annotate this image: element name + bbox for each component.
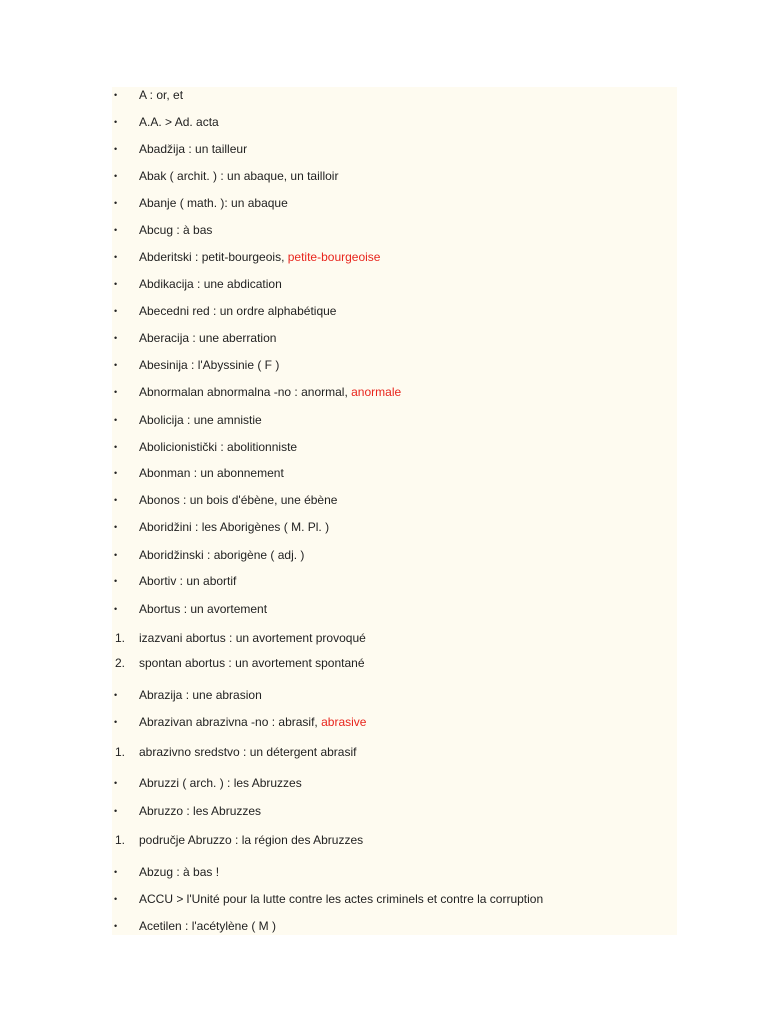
list-item bbox=[112, 463, 677, 483]
entry-main-text: Abesinija : l'Abyssinie ( F ) bbox=[139, 358, 280, 372]
list-item bbox=[112, 599, 677, 619]
bullet-marker: • bbox=[114, 778, 118, 788]
bullet-marker: • bbox=[114, 117, 118, 127]
entry-text bbox=[139, 220, 212, 240]
entry-main-text: Acetilen : l'acétylène ( M ) bbox=[139, 919, 277, 933]
list-item bbox=[112, 916, 677, 936]
bullet-marker: • bbox=[114, 90, 118, 100]
list-item bbox=[112, 685, 677, 705]
bullet-marker: • bbox=[114, 806, 118, 816]
bullet-marker: • bbox=[114, 198, 118, 208]
bullet-marker: • bbox=[114, 522, 118, 532]
entry-text bbox=[139, 382, 401, 402]
entry-main-text: Abruzzi ( arch. ) : les Abruzzes bbox=[139, 776, 302, 790]
entry-text bbox=[139, 247, 380, 267]
entry-main-text: Abdikacija : une abdication bbox=[139, 277, 282, 291]
feminine-form: anormale bbox=[351, 385, 402, 399]
entry-text bbox=[139, 437, 297, 457]
entry-text bbox=[139, 274, 282, 294]
entry-text bbox=[139, 773, 302, 793]
bullet-marker: • bbox=[114, 225, 118, 235]
entry-main-text: Abderitski : petit-bourgeois, bbox=[139, 250, 288, 264]
list-item bbox=[112, 437, 677, 457]
entry-main-text: Abrazivan abrazivna -no : abrasif, bbox=[139, 715, 322, 729]
entry-text bbox=[139, 545, 304, 565]
list-item bbox=[112, 247, 677, 267]
bullet-marker: • bbox=[114, 576, 118, 586]
entry-main-text: Abolicionistički : abolitionniste bbox=[139, 440, 298, 454]
entry-main-text: Aboridžinski : aborigène ( adj. ) bbox=[139, 548, 305, 562]
entry-main-text: abrazivno sredstvo : un détergent abrasif bbox=[139, 745, 357, 759]
list-item bbox=[112, 301, 677, 321]
list-item bbox=[112, 545, 677, 565]
bullet-marker: • bbox=[114, 717, 118, 727]
list-item bbox=[112, 862, 677, 882]
feminine-form: abrasive bbox=[321, 715, 367, 729]
bullet-marker: • bbox=[114, 360, 118, 370]
entry-main-text: Abolicija : une amnistie bbox=[139, 413, 262, 427]
entry-main-text: Abanje ( math. ): un abaque bbox=[139, 196, 288, 210]
entry-text bbox=[139, 85, 183, 105]
entry-main-text: Abecedni red : un ordre alphabétique bbox=[139, 304, 337, 318]
entry-main-text: Abcug : à bas bbox=[139, 223, 213, 237]
entry-text bbox=[139, 139, 247, 159]
entry-text bbox=[139, 112, 219, 132]
bullet-marker: • bbox=[114, 604, 118, 614]
entry-main-text: Abrazija : une abrasion bbox=[139, 688, 262, 702]
entry-main-text: A : or, et bbox=[139, 88, 184, 102]
bullet-marker: • bbox=[114, 921, 118, 931]
bullet-marker: • bbox=[114, 252, 118, 262]
entry-text bbox=[139, 301, 336, 321]
list-item bbox=[112, 166, 677, 186]
entry-text bbox=[139, 862, 219, 882]
list-item bbox=[112, 85, 677, 105]
entry-text bbox=[139, 193, 288, 213]
list-item bbox=[112, 274, 677, 294]
entry-text bbox=[139, 628, 366, 648]
entry-text bbox=[139, 571, 236, 591]
bullet-marker: • bbox=[114, 306, 118, 316]
entry-text bbox=[139, 410, 262, 430]
list-item bbox=[112, 220, 677, 240]
entry-text bbox=[139, 517, 329, 537]
list-item bbox=[112, 773, 677, 793]
bullet-marker: • bbox=[114, 468, 118, 478]
entry-text bbox=[139, 166, 338, 186]
entry-main-text: A.A. > Ad. acta bbox=[139, 115, 219, 129]
entry-text bbox=[139, 916, 276, 936]
list-item bbox=[112, 571, 677, 591]
feminine-form: petite-bourgeoise bbox=[287, 250, 381, 264]
entry-text bbox=[139, 490, 337, 510]
list-item bbox=[112, 712, 677, 732]
entry-main-text: Aberacija : une aberration bbox=[139, 331, 277, 345]
entry-text bbox=[139, 742, 356, 762]
entry-main-text: Abnormalan abnormalna -no : anormal, bbox=[139, 385, 352, 399]
entry-main-text: Abortus : un avortement bbox=[139, 602, 268, 616]
entry-main-text: ACCU > l'Unité pour la lutte contre les actes criminels et contre la corruption bbox=[139, 892, 544, 906]
entry-main-text: Abak ( archit. ) : un abaque, un tailloir bbox=[139, 169, 339, 183]
entry-main-text: Abzug : à bas ! bbox=[139, 865, 220, 879]
list-item bbox=[112, 889, 677, 909]
bullet-marker: • bbox=[114, 867, 118, 877]
entry-text bbox=[139, 355, 279, 375]
list-item bbox=[112, 628, 677, 648]
entry-main-text: područje Abruzzo : la région des Abruzzes bbox=[139, 833, 364, 847]
entry-text bbox=[139, 712, 366, 732]
bullet-marker: • bbox=[114, 144, 118, 154]
list-item bbox=[112, 742, 677, 762]
list-item bbox=[112, 830, 677, 850]
bullet-marker: • bbox=[114, 442, 118, 452]
entry-main-text: spontan abortus : un avortement spontané bbox=[139, 656, 365, 670]
entry-main-text: Abadžija : un tailleur bbox=[139, 142, 248, 156]
bullet-marker: • bbox=[114, 415, 118, 425]
bullet-marker: • bbox=[114, 690, 118, 700]
bullet-marker: • bbox=[114, 550, 118, 560]
entry-text bbox=[139, 830, 363, 850]
bullet-marker: • bbox=[114, 387, 118, 397]
list-item bbox=[112, 382, 677, 402]
list-item bbox=[112, 517, 677, 537]
bullet-marker: • bbox=[114, 495, 118, 505]
entry-text bbox=[139, 801, 261, 821]
list-item bbox=[112, 193, 677, 213]
list-item bbox=[112, 112, 677, 132]
bullet-marker: • bbox=[114, 894, 118, 904]
entry-text bbox=[139, 685, 262, 705]
list-item bbox=[112, 801, 677, 821]
entry-text bbox=[139, 653, 365, 673]
list-item bbox=[112, 355, 677, 375]
entry-text bbox=[139, 599, 267, 619]
bullet-marker: • bbox=[114, 171, 118, 181]
number-marker: 2. bbox=[115, 656, 126, 670]
number-marker: 1. bbox=[115, 833, 126, 847]
number-marker: 1. bbox=[115, 631, 126, 645]
list-item bbox=[112, 139, 677, 159]
list-item bbox=[112, 653, 677, 673]
entry-text bbox=[139, 328, 276, 348]
entry-main-text: Abruzzo : les Abruzzes bbox=[139, 804, 262, 818]
entry-main-text: Abortiv : un abortif bbox=[139, 574, 237, 588]
entry-text bbox=[139, 463, 284, 483]
entry-main-text: Aboridžini : les Aborigènes ( M. Pl. ) bbox=[139, 520, 330, 534]
bullet-marker: • bbox=[114, 279, 118, 289]
number-marker: 1. bbox=[115, 745, 126, 759]
list-item bbox=[112, 490, 677, 510]
entry-main-text: izazvani abortus : un avortement provoqué bbox=[139, 631, 366, 645]
bullet-marker: • bbox=[114, 333, 118, 343]
entry-text bbox=[139, 889, 543, 909]
dictionary-panel bbox=[112, 87, 677, 935]
entry-main-text: Abonos : un bois d'ébène, une ébène bbox=[139, 493, 338, 507]
entry-main-text: Abonman : un abonnement bbox=[139, 466, 284, 480]
list-item bbox=[112, 410, 677, 430]
list-item bbox=[112, 328, 677, 348]
